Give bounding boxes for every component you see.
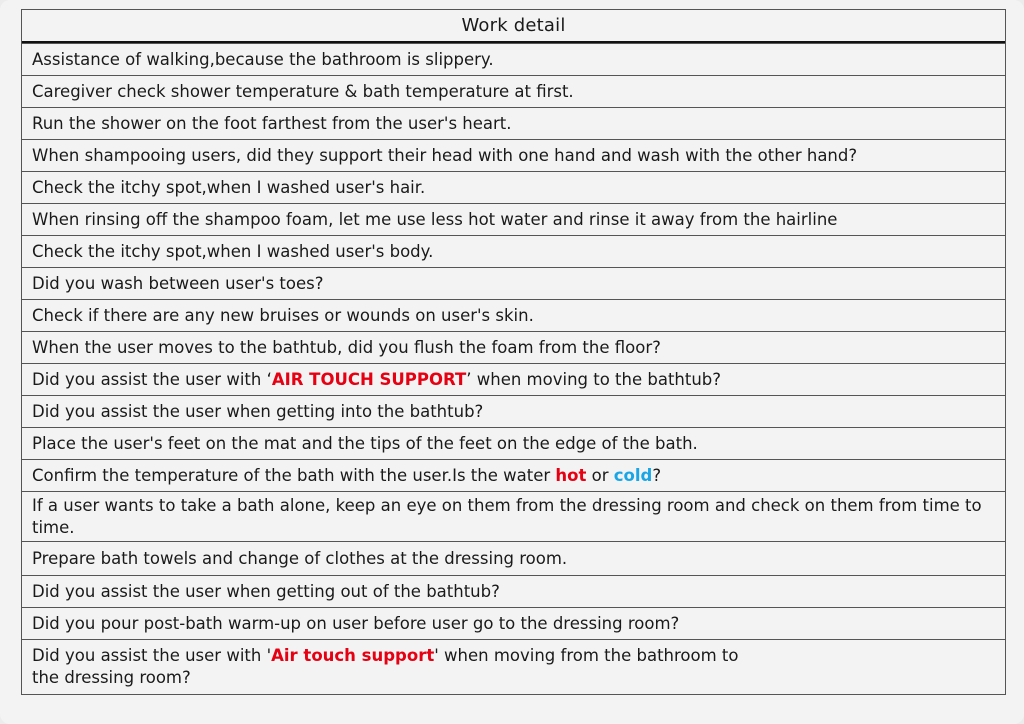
row-text-before: Did you assist the user with ‘ bbox=[32, 369, 272, 389]
table-row bbox=[22, 607, 1005, 639]
row-text: When the user moves to the bathtub, did you flush the foam from the floor? bbox=[32, 337, 661, 357]
row-text: Prepare bath towels and change of clothes at the dressing room. bbox=[32, 548, 568, 568]
table-row bbox=[22, 299, 1005, 331]
row-text-before: Confirm the temperature of the bath with the user.Is the water bbox=[32, 465, 556, 485]
row-text-middle: or bbox=[586, 465, 614, 485]
table-header: Work detail bbox=[22, 10, 1005, 43]
row-text: Did you assist the user when getting into the bathtub? bbox=[32, 401, 484, 421]
row-text-before: Did you assist the user with ' bbox=[32, 646, 272, 665]
table-row bbox=[22, 139, 1005, 171]
row-text: Run the shower on the foot farthest from the user's heart. bbox=[32, 113, 512, 133]
row-text bbox=[32, 465, 661, 487]
table-row bbox=[22, 107, 1005, 139]
row-text: Did you assist the user when getting out of the bathtub? bbox=[32, 581, 500, 601]
air-touch-support-highlight: Air touch support bbox=[271, 646, 435, 665]
table-row bbox=[22, 43, 1005, 75]
cold-highlight: cold bbox=[613, 465, 653, 485]
row-text bbox=[32, 369, 721, 391]
row-text: When rinsing off the shampoo foam, let me use less hot water and rinse it away from the hairline bbox=[32, 209, 838, 229]
table-row bbox=[22, 235, 1005, 267]
row-text-after: ’ when moving to the bathtub? bbox=[466, 369, 722, 389]
row-text: Caregiver check shower temperature & bath temperature at first. bbox=[32, 81, 574, 101]
row-text: Did you wash between user's toes? bbox=[32, 273, 324, 293]
table-row bbox=[22, 331, 1005, 363]
row-text: Check the itchy spot,when I washed user's body. bbox=[32, 241, 434, 261]
row-text: Did you pour post-bath warm-up on user before user go to the dressing room? bbox=[32, 613, 680, 633]
table-row bbox=[22, 395, 1005, 427]
table-row bbox=[22, 459, 1005, 491]
table-row bbox=[22, 541, 1005, 575]
row-text: Assistance of walking,because the bathroom is slippery. bbox=[32, 49, 494, 69]
row-text: Check if there are any new bruises or wounds on user's skin. bbox=[32, 305, 534, 325]
row-text: Check the itchy spot,when I washed user's hair. bbox=[32, 177, 426, 197]
table-row bbox=[22, 171, 1005, 203]
hot-highlight: hot bbox=[555, 465, 587, 485]
row-text: When shampooing users, did they support their head with one hand and wash with the other hand? bbox=[32, 145, 858, 165]
row-text-after: ? bbox=[652, 465, 662, 485]
table-row bbox=[22, 363, 1005, 395]
table-row bbox=[22, 575, 1005, 607]
row-text: Place the user's feet on the mat and the tips of the feet on the edge of the bath. bbox=[32, 433, 698, 453]
row-text bbox=[32, 645, 739, 689]
work-detail-table bbox=[21, 9, 1006, 695]
table-row bbox=[22, 639, 1005, 694]
table-row bbox=[22, 267, 1005, 299]
row-text-line2: the dressing room? bbox=[32, 668, 191, 687]
table-row bbox=[22, 75, 1005, 107]
table-row bbox=[22, 203, 1005, 235]
air-touch-support-highlight: AIR TOUCH SUPPORT bbox=[271, 369, 467, 389]
row-text-after: ' when moving from the bathroom to bbox=[434, 646, 739, 665]
table-row bbox=[22, 427, 1005, 459]
table-row bbox=[22, 491, 1005, 541]
row-text: If a user wants to take a bath alone, keep an eye on them from the dressing room and check on them from time to time. bbox=[32, 495, 982, 537]
